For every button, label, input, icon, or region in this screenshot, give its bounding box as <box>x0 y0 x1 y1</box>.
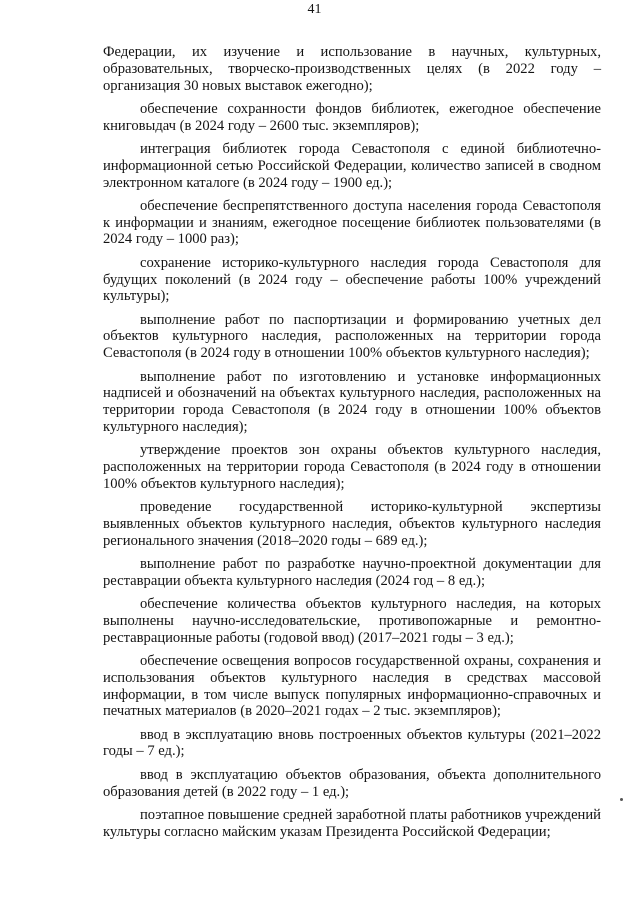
paragraph: интеграция библиотек города Севастополя с единой библиотечно-информационной сетью Российской Федерации, количество записей в сводном электронном каталоге (в 2024 году – 1900 ед.); <box>103 140 601 191</box>
paragraph: ввод в эксплуатацию объектов образования, объекта дополнительного образования детей (в 2022 году – 1 ед.); <box>103 766 601 800</box>
paragraph: утверждение проектов зон охраны объектов культурного наследия, расположенных на территории города Севастополя (в 2024 году в отношении 100% объектов культурного наследия); <box>103 442 601 492</box>
page-number: 41 <box>307 2 322 17</box>
paragraph: обеспечение беспрепятственного доступа населения города Севастополя к информации и знаниям, ежегодное посещение библиотек пользователями (в 2024 году – 1000 раз); <box>103 197 601 248</box>
paragraph: выполнение работ по паспортизации и формированию учетных дел объектов культурного наследия, расположенных на территории города Севастополя (в 2024 году в отношении 100% объектов культурного наследия); <box>103 311 601 362</box>
paragraph: обеспечение сохранности фондов библиотек, ежегодное обеспечение книговыдач (в 2024 году – 2600 тыс. экземпляров); <box>103 100 601 134</box>
paragraph: ввод в эксплуатацию вновь построенных объектов культуры (2021–2022 годы – 7 ед.); <box>103 726 601 760</box>
paragraph: выполнение работ по изготовлению и установке информационных надписей и обозначений на объектах культурного наследия, расположенных на территории города Севастополя (в 2024 году в отношении 100% объектов культурного наследия); <box>103 368 601 435</box>
paragraph: проведение государственной историко-культурной экспертизы выявленных объектов культурного наследия, объектов культурного наследия регионального значения (2018–2020 годы – 689 ед.); <box>103 499 601 549</box>
scan-speck <box>620 798 623 801</box>
document-body <box>103 44 601 840</box>
paragraph: обеспечение освещения вопросов государственной охраны, сохранения и использования объектов культурного наследия в средствах массовой информации, в том числе выпуск популярных информационно-справочных и печатных материалов (в 2020–2021 годах – 2 тыс. экземпляров); <box>103 653 601 720</box>
paragraph: обеспечение количества объектов культурного наследия, на которых выполнены научно-исследовательские, противопожарные и ремонтно-реставрационные работы (годовой ввод) (2017–2021 годы – 3 ед.); <box>103 596 601 646</box>
paragraph: выполнение работ по разработке научно-проектной документации для реставрации объекта культурного наследия (2024 год – 8 ед.); <box>103 556 601 589</box>
paragraph: Федерации, их изучение и использование в научных, культурных, образовательных, творческо-производственных целях (в 2022 году – организация 30 новых выставок ежегодно); <box>103 44 601 94</box>
paragraph: поэтапное повышение средней заработной платы работников учреждений культуры согласно майским указам Президента Российской Федерации; <box>103 806 601 840</box>
paragraph: сохранение историко-культурного наследия города Севастополя для будущих поколений (в 2024 году – обеспечение работы 100% учреждений культуры); <box>103 254 601 305</box>
